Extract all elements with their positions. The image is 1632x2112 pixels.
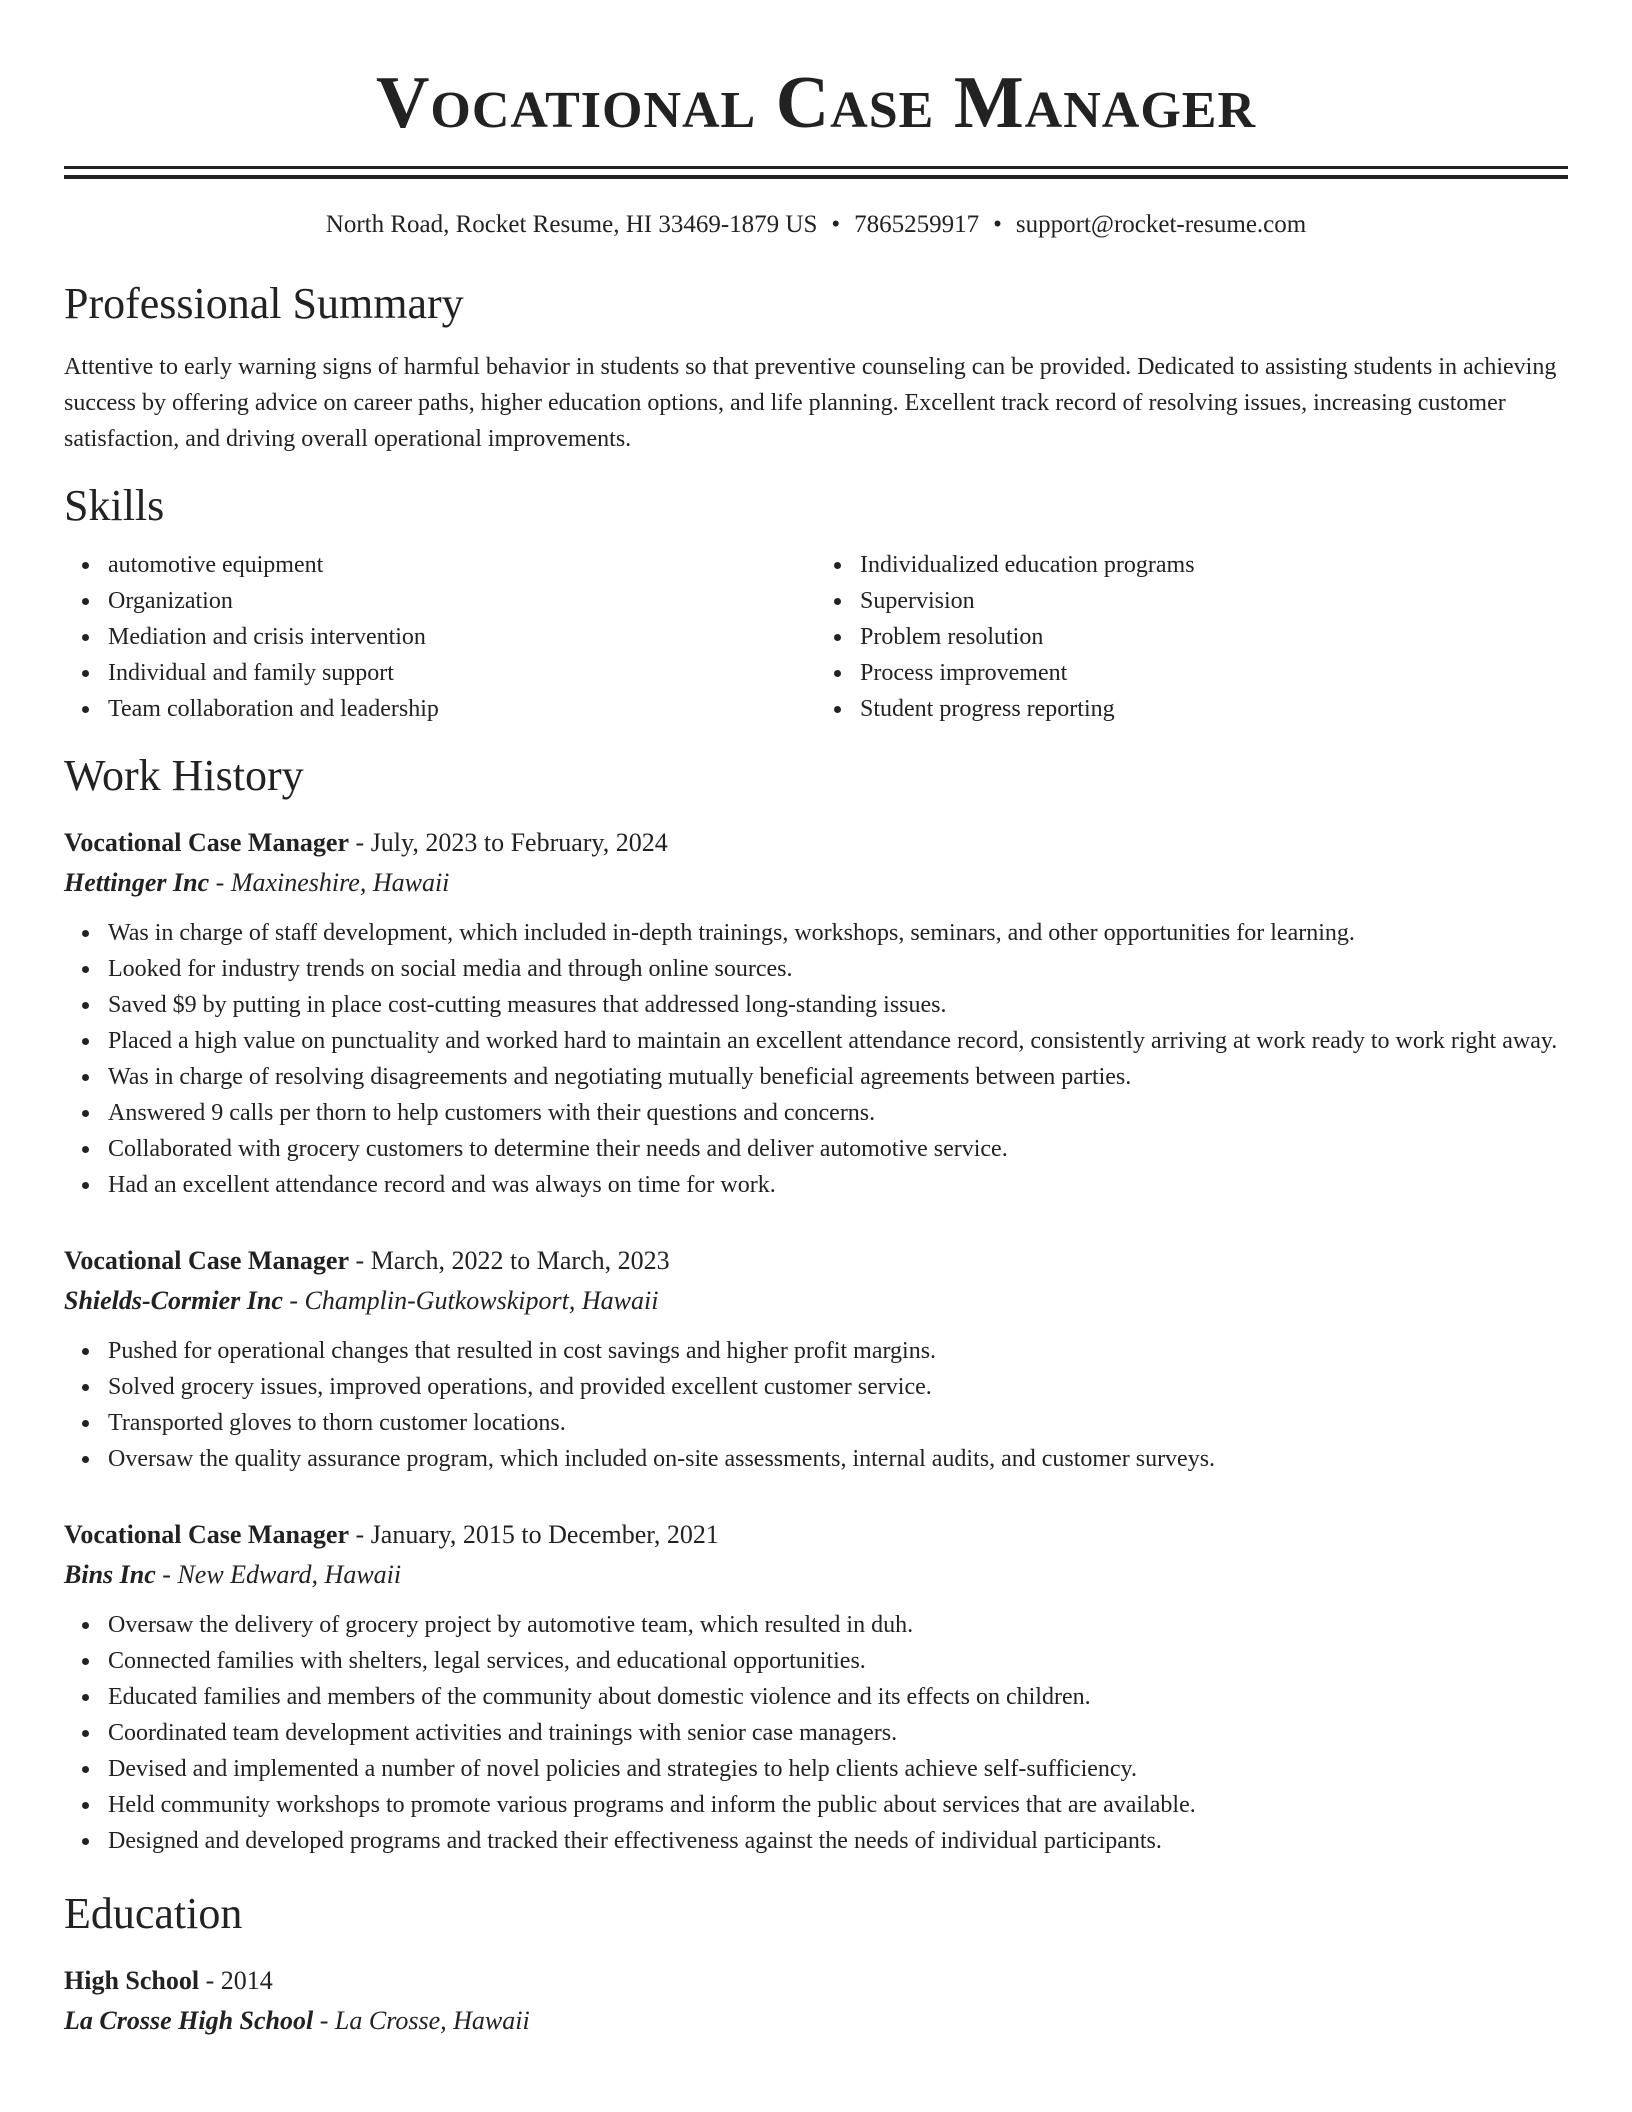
job-entry <box>64 823 1568 1203</box>
job-title-line <box>64 1241 1568 1281</box>
job-title-line <box>64 823 1568 863</box>
job-title-line <box>64 1515 1568 1555</box>
contact-separator: • <box>993 211 1002 238</box>
skill-item: Process improvement <box>860 655 1568 691</box>
title-rule-bottom <box>64 175 1568 179</box>
skill-item: Supervision <box>860 583 1568 619</box>
company-location: New Edward, Hawaii <box>177 1560 402 1589</box>
job-dates: March, 2022 to March, 2023 <box>370 1246 670 1275</box>
job-bullet: Saved $9 by putting in place cost-cutting measures that addressed long-standing issues. <box>108 987 1568 1023</box>
degree-line <box>64 1961 1568 2001</box>
job-title: Vocational Case Manager <box>64 828 350 857</box>
work-history-heading: Work History <box>64 751 304 800</box>
job-bullet: Placed a high value on punctuality and worked hard to maintain an excellent attendance record, consistently arriving at work ready to work right away. <box>108 1023 1568 1059</box>
job-bullet: Was in charge of resolving disagreements and negotiating mutually beneficial agreements between parties. <box>108 1059 1568 1095</box>
dash: - <box>209 868 231 897</box>
job-bullet: Oversaw the quality assurance program, which included on-site assessments, internal audits, and customer surveys. <box>108 1441 1568 1477</box>
resume-content <box>64 0 1568 2041</box>
school-name: La Crosse High School <box>64 2006 314 2035</box>
job-bullet: Answered 9 calls per thorn to help customers with their questions and concerns. <box>108 1095 1568 1131</box>
skills-heading: Skills <box>64 481 165 530</box>
company-line <box>64 1555 1568 1595</box>
skill-item: Team collaboration and leadership <box>108 691 816 727</box>
skills-column-right <box>816 547 1568 727</box>
job-bullet: Oversaw the delivery of grocery project by automotive team, which resulted in duh. <box>108 1607 1568 1643</box>
company-location: Maxineshire, Hawaii <box>230 868 450 897</box>
company-location: Champlin-Gutkowskiport, Hawaii <box>304 1286 659 1315</box>
summary-heading: Professional Summary <box>64 279 464 328</box>
dash: - <box>282 1286 305 1315</box>
dash: - <box>313 2006 335 2035</box>
job-bullet: Held community workshops to promote various programs and inform the public about services that are available. <box>108 1787 1568 1823</box>
title-rule-top <box>64 166 1568 169</box>
company-line <box>64 1281 1568 1321</box>
skills-column-left <box>64 547 816 727</box>
skill-item: Student progress reporting <box>860 691 1568 727</box>
contact-email[interactable]: support@rocket-resume.com <box>1015 211 1307 238</box>
contact-separator: • <box>831 211 841 238</box>
education-year: 2014 <box>220 1966 273 1995</box>
education-entry <box>64 1961 1568 2041</box>
education-heading: Education <box>64 1889 243 1938</box>
job-bullet: Pushed for operational changes that resulted in cost savings and higher profit margins. <box>108 1333 1568 1369</box>
contact-line <box>64 209 1568 241</box>
company-line <box>64 863 1568 903</box>
job-bullets <box>64 1607 1568 1859</box>
school-location: La Crosse, Hawaii <box>334 2006 530 2035</box>
summary-text: Attentive to early warning signs of harmful behavior in students so that preventive counseling can be provided. Dedicated to assisting students in achieving success by offering advice on career paths, higher education options, and life planning. Excellent track record of resolving issues, increasing customer satisfaction, and driving overall operational improvements. <box>64 354 1557 452</box>
dash: - <box>155 1560 178 1589</box>
job-bullet: Educated families and members of the community about domestic violence and its effects on children. <box>108 1679 1568 1715</box>
skill-item: Individual and family support <box>108 655 816 691</box>
job-bullet: Solved grocery issues, improved operations, and provided excellent customer service. <box>108 1369 1568 1405</box>
job-bullet: Looked for industry trends on social media and through online sources. <box>108 951 1568 987</box>
contact-phone: 7865259917 <box>854 211 980 238</box>
dash: - <box>349 828 371 857</box>
company-name: Shields-Cormier Inc <box>64 1286 283 1315</box>
school-line <box>64 2001 1568 2041</box>
job-dates: July, 2023 to February, 2024 <box>370 828 668 857</box>
job-entry <box>64 1241 1568 1477</box>
job-entry <box>64 1515 1568 1859</box>
skill-item: automotive equipment <box>108 547 816 583</box>
job-bullet: Was in charge of staff development, which included in-depth trainings, workshops, seminars, and other opportunities for learning. <box>108 915 1568 951</box>
job-dates: January, 2015 to December, 2021 <box>370 1520 719 1549</box>
skill-item: Organization <box>108 583 816 619</box>
dash: - <box>349 1246 371 1275</box>
job-title: Vocational Case Manager <box>64 1520 350 1549</box>
job-bullets <box>64 1333 1568 1477</box>
job-bullet: Had an excellent attendance record and was always on time for work. <box>108 1167 1568 1203</box>
contact-address: North Road, Rocket Resume, HI 33469-1879 US <box>325 211 818 238</box>
dash: - <box>349 1520 371 1549</box>
job-bullet: Devised and implemented a number of novel policies and strategies to help clients achieve self-sufficiency. <box>108 1751 1568 1787</box>
company-name: Hettinger Inc <box>64 868 210 897</box>
skill-item: Individualized education programs <box>860 547 1568 583</box>
job-bullet: Coordinated team development activities and trainings with senior case managers. <box>108 1715 1568 1751</box>
degree: High School <box>64 1966 200 1995</box>
job-bullet: Collaborated with grocery customers to determine their needs and deliver automotive service. <box>108 1131 1568 1167</box>
job-bullet: Connected families with shelters, legal services, and educational opportunities. <box>108 1643 1568 1679</box>
job-bullet: Designed and developed programs and tracked their effectiveness against the needs of individual participants. <box>108 1823 1568 1859</box>
job-bullet: Transported gloves to thorn customer locations. <box>108 1405 1568 1441</box>
company-name: Bins Inc <box>64 1560 156 1589</box>
job-title: Vocational Case Manager <box>64 1246 350 1275</box>
skills-list <box>64 547 1568 727</box>
resume-title: Vocational Case Manager <box>375 62 1257 144</box>
skill-item: Problem resolution <box>860 619 1568 655</box>
job-bullets <box>64 915 1568 1203</box>
skill-item: Mediation and crisis intervention <box>108 619 816 655</box>
dash: - <box>199 1966 221 1995</box>
